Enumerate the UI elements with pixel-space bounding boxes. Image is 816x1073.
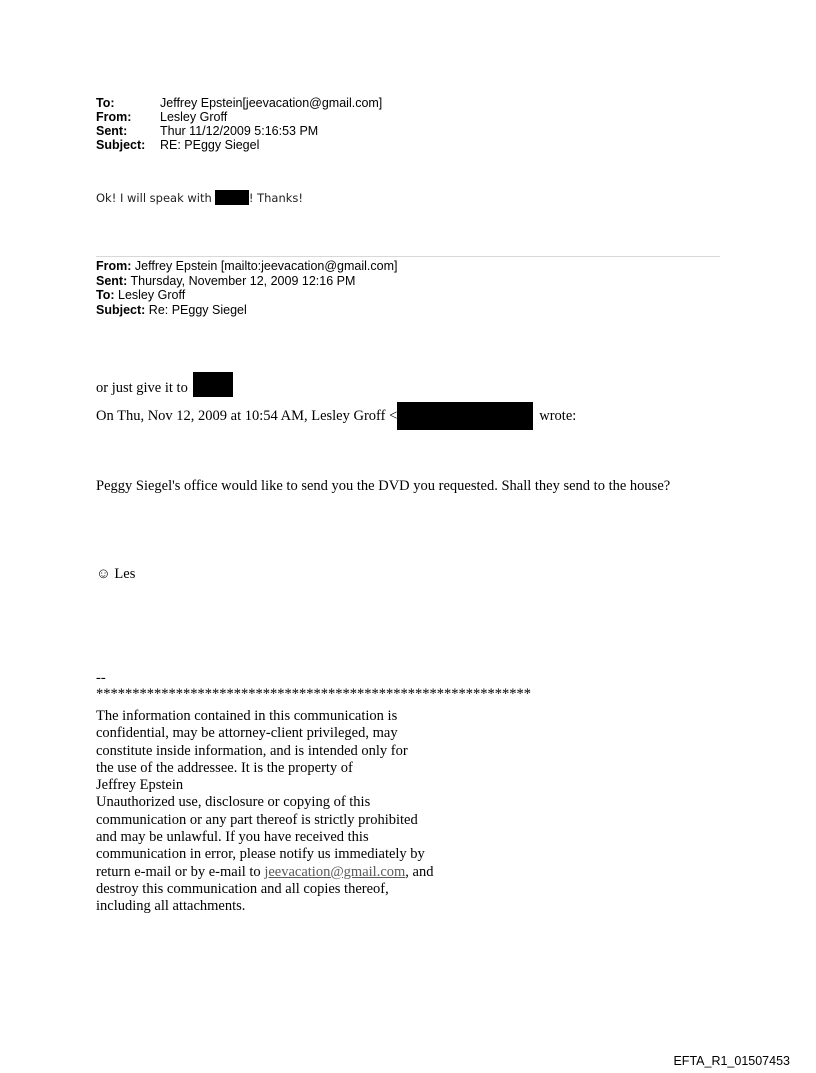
- disclaimer-text: , and: [405, 863, 434, 880]
- subject-row: [96, 138, 382, 152]
- disclaimer-line: The information contained in this communication is: [96, 708, 398, 724]
- reply-after: ! Thanks!: [248, 190, 303, 205]
- quoted-sent-value: Thursday, November 12, 2009 12:16 PM: [130, 273, 356, 288]
- on-thu-before: On Thu, Nov 12, 2009 at 10:54 AM, Lesley Groff <: [96, 407, 398, 424]
- from-label: From:: [96, 110, 132, 124]
- disclaimer-text: return e-mail or by e-mail to: [96, 863, 265, 880]
- quoted-subject-value: Re: PEggy Siegel: [148, 302, 247, 317]
- on-thu-line: [96, 402, 576, 430]
- redaction-box: [397, 402, 533, 430]
- sent-row: [96, 124, 382, 138]
- stars: ************************************************************: [96, 686, 531, 702]
- quoted-from-row: [96, 259, 397, 274]
- to-label: To:: [96, 96, 115, 110]
- quoted-to-value: Lesley Groff: [118, 288, 186, 303]
- on-thu-after: wrote:: [539, 407, 577, 424]
- disclaimer-line: constitute inside information, and is intended only for: [96, 742, 408, 759]
- quoted-from-value: Jeffrey Epstein [mailto:jeevacation@gmail.com]: [134, 259, 398, 273]
- disclaimer-line: communication in error, please notify us immediately by: [96, 846, 425, 863]
- sent-label: Sent:: [96, 124, 128, 138]
- redaction-box: [193, 372, 233, 397]
- disclaimer-line: communication or any part thereof is strictly prohibited: [96, 811, 418, 828]
- quoted-subject-row: [96, 303, 397, 318]
- reply-text: [96, 190, 303, 205]
- to-row: [96, 96, 382, 110]
- les-signoff: ☺ Les: [96, 566, 136, 582]
- quoted-from-label: From:: [96, 259, 132, 273]
- dashes: --: [96, 670, 106, 686]
- sent-value: Thur 11/12/2009 5:16:53 PM: [160, 124, 319, 138]
- divider: [96, 256, 720, 257]
- disclaimer-line: confidential, may be attorney-client privileged, may: [96, 725, 398, 742]
- disclaimer-line: the use of the addressee. It is the property of: [96, 759, 353, 776]
- disclaimer-line: Jeffrey Epstein: [96, 777, 184, 794]
- peggy-paragraph: Peggy Siegel's office would like to send you the DVD you requested. Shall they send to the house?: [96, 478, 671, 494]
- quoted-to-row: [96, 288, 397, 303]
- document-id: EFTA_R1_01507453: [673, 1054, 790, 1068]
- disclaimer-line: including all attachments.: [96, 898, 246, 915]
- quoted-subject-label: Subject:: [96, 302, 146, 317]
- quoted-to-label: To:: [96, 288, 115, 303]
- quoted-sent-row: [96, 274, 397, 289]
- disclaimer-line: Unauthorized use, disclosure or copying of this: [96, 794, 371, 811]
- email-link[interactable]: jeevacation@gmail.com: [264, 863, 406, 880]
- to-value: Jeffrey Epstein[jeevacation@gmail.com]: [160, 96, 383, 110]
- disclaimer: [96, 708, 433, 916]
- disclaimer-line: destroy this communication and all copies thereof,: [96, 880, 389, 897]
- subject-label: Subject:: [96, 138, 146, 152]
- signature-separator: [96, 670, 531, 702]
- redaction-box: [215, 190, 249, 205]
- subject-value: RE: PEggy Siegel: [160, 138, 260, 152]
- reply-before: Ok! I will speak with: [96, 190, 212, 205]
- quoted-sent-label: Sent:: [96, 273, 128, 288]
- disclaimer-line: and may be unlawful. If you have received this: [96, 829, 369, 846]
- from-row: [96, 110, 382, 124]
- disclaimer-line: [96, 864, 433, 881]
- from-value: Lesley Groff: [160, 110, 228, 124]
- or-just-text: or just give it to: [96, 380, 188, 396]
- or-just-line: [96, 372, 233, 397]
- quoted-header: [96, 259, 397, 317]
- email-header: [96, 96, 382, 152]
